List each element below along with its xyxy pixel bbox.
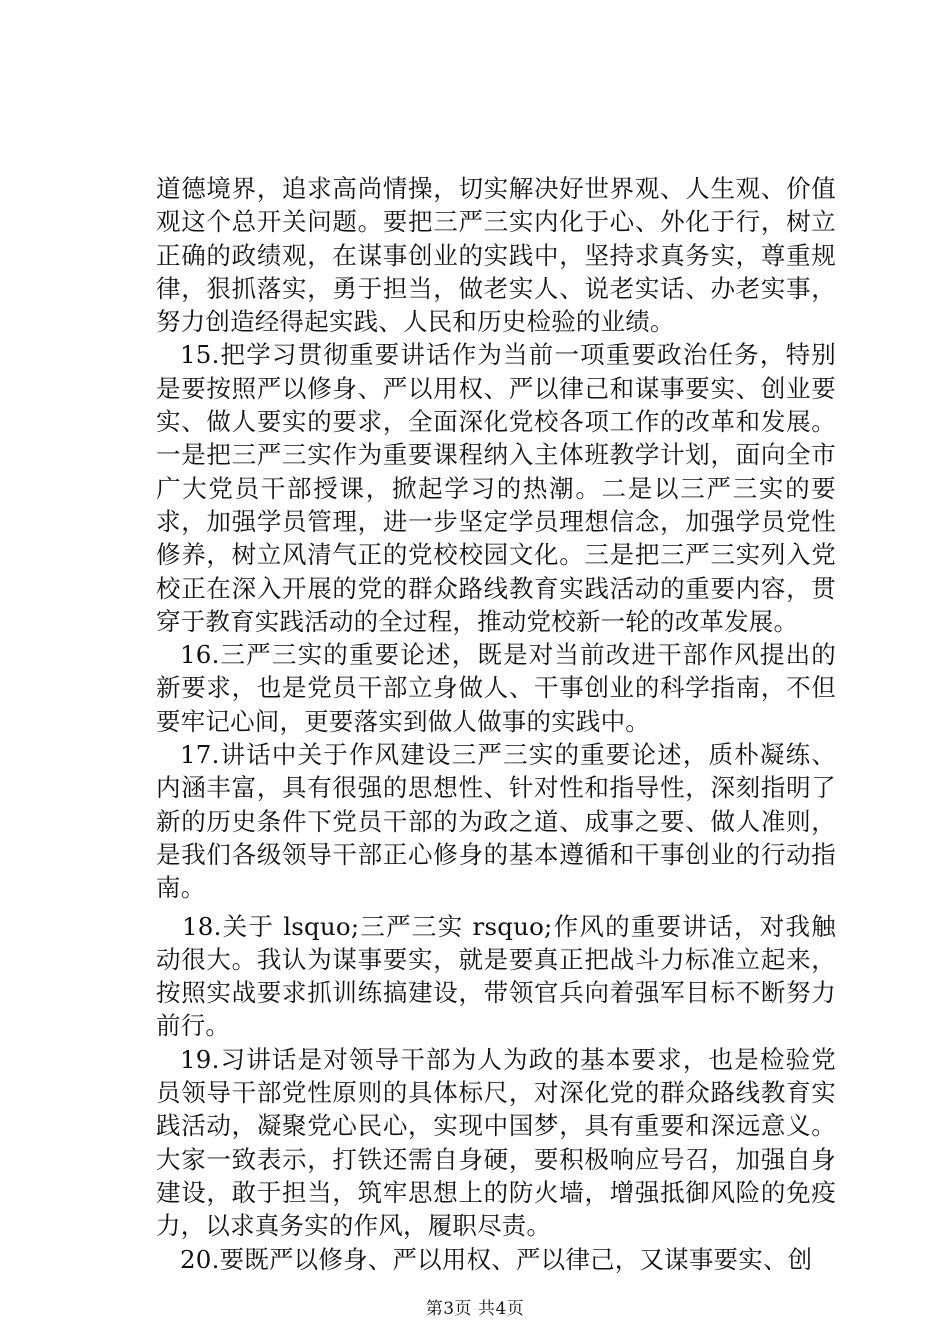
paragraph-18: 18.关于 lsquo;三严三实 rsquo;作风的重要讲话，对我触动很大。我认为谋事要实，就是要真正把战斗力标准立起来，按照实战要求抓训练搞建设，带领官兵向着强军目标不断努力前行。 (156, 911, 836, 1041)
paragraph-19: 19.习讲话是对领导干部为人为政的基本要求，也是检验党员领导干部党性原则的具体标尺，对深化党的群众路线教育实践活动，凝聚党心民心，实现中国梦，具有重要和深远意义。大家一致表示，打铁还需自身硬，要积极响应号召，加强自身建设，敢于担当，筑牢思想上的防火墙，增强抵御风险的免疫力，以求真务实的作风，履职尽责。 (156, 1044, 836, 1241)
paragraph-16: 16.三严三实的重要论述，既是对当前改进干部作风提出的新要求，也是党员干部立身做人、干事创业的科学指南，不但要牢记心间，更要落实到做人做事的实践中。 (156, 640, 836, 736)
document-body (156, 172, 836, 1276)
page-footer: 第3页 共4页 (425, 1299, 525, 1319)
paragraph-continued: 道德境界，追求高尚情操，切实解决好世界观、人生观、价值观这个总开关问题。要把三严三实内化于心、外化于行，树立正确的政绩观，在谋事创业的实践中，坚持求真务实，尊重规律，狠抓落实，勇于担当，做老实人、说老实话、办老实事，努力创造经得起实践、人民和历史检验的业绩。 (156, 174, 836, 337)
paragraph-20: 20.要既严以修身、严以用权、严以律己，又谋事要实、创 (180, 1244, 813, 1274)
paragraph-17: 17.讲话中关于作风建设三严三实的重要论述，质朴凝练、内涵丰富，具有很强的思想性、针对性和指导性，深刻指明了新的历史条件下党员干部的为政之道、成事之要、做人准则，是我们各级领导干部正心修身的基本遵循和干事创业的行动指南。 (156, 740, 836, 903)
paragraph-15: 15.把学习贯彻重要讲话作为当前一项重要政治任务，特别是要按照严以修身、严以用权、严以律己和谋事要实、创业要实、做人要实的要求，全面深化党校各项工作的改革和发展。一是把三严三实作为重要课程纳入主体班教学计划，面向全市广大党员干部授课，掀起学习的热潮。二是以三严三实的要求，加强学员管理，进一步坚定学员理想信念，加强学员党性修养，树立风清气正的党校校园文化。三是把三严三实列入党校正在深入开展的党的群众路线教育实践活动的重要内容，贯穿于教育实践活动的全过程，推动党校新一轮的改革发展。 (156, 340, 836, 636)
